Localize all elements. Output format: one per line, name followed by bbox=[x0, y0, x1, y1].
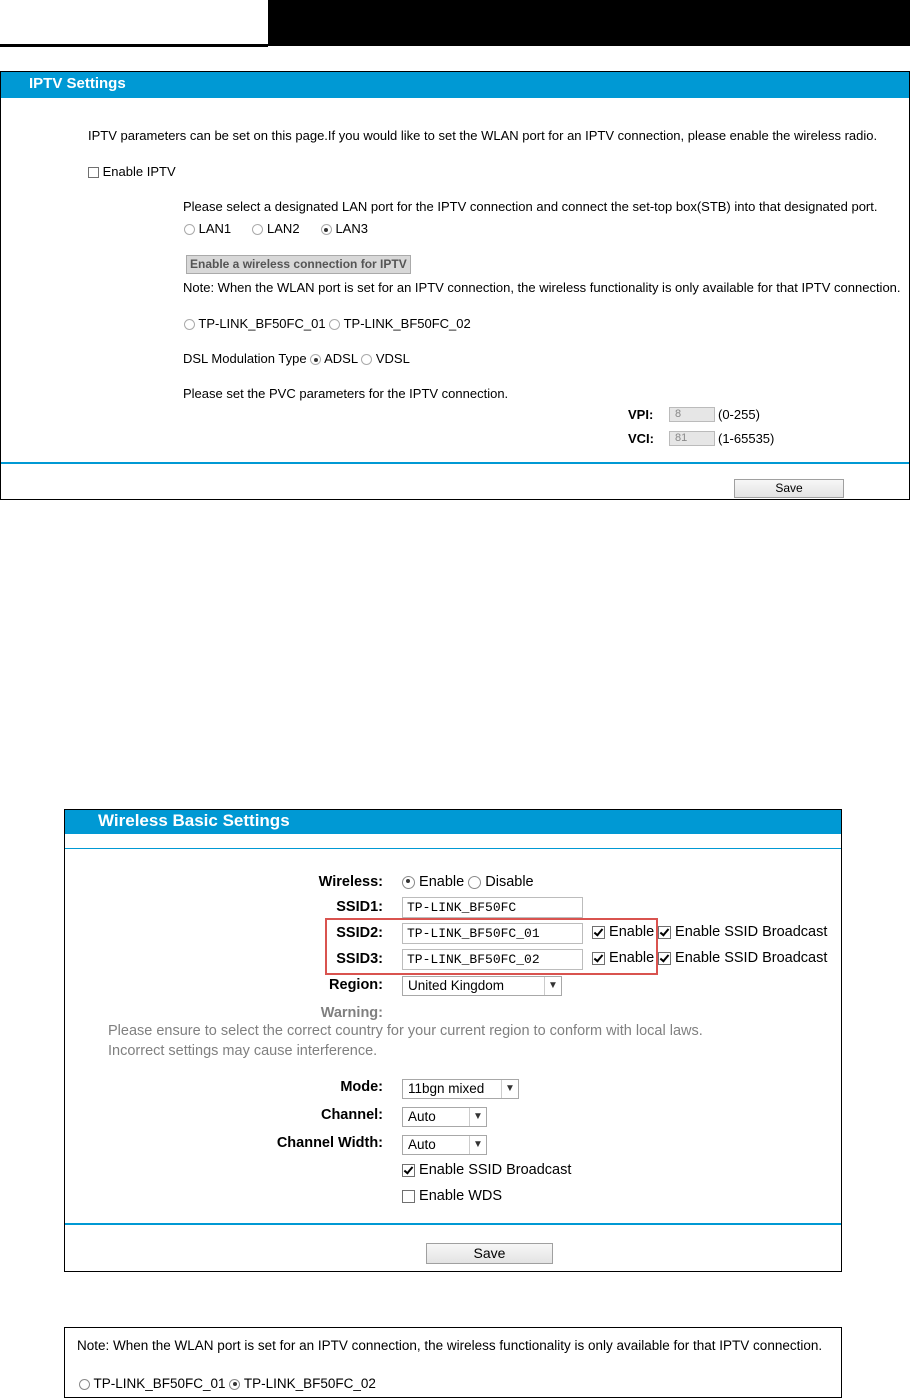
ssid1-label: SSID1: bbox=[336, 899, 383, 915]
wireless-enable-label: Enable bbox=[419, 874, 465, 890]
ssid-01-radio[interactable] bbox=[184, 319, 195, 330]
wireless-divider bbox=[65, 1223, 841, 1225]
ssid2-enable[interactable] bbox=[592, 924, 654, 940]
mode-value: 11bgn mixed bbox=[408, 1081, 485, 1096]
header-bar bbox=[268, 0, 910, 46]
warning-line-1: Please ensure to select the correct country for your current region to conform with local laws. bbox=[108, 1023, 703, 1039]
note-box-text: Note: When the WLAN port is set for an IPTV connection, the wireless functionality is only available for that IPTV connection. bbox=[77, 1338, 823, 1353]
ssid-02-radio[interactable] bbox=[329, 319, 340, 330]
channel-width-value: Auto bbox=[408, 1137, 436, 1152]
lan-instruction: Please select a designated LAN port for the IPTV connection and connect the set-top box(STB) into that designated port. bbox=[183, 199, 878, 214]
enable-iptv-checkbox[interactable] bbox=[88, 167, 99, 178]
wireless-disable-radio[interactable] bbox=[468, 876, 481, 889]
iptv-intro: IPTV parameters can be set on this page.If you would like to set the WLAN port for an IPTV connection, please enable the wireless radio. bbox=[88, 128, 878, 143]
ssid-01-label: TP-LINK_BF50FC_01 bbox=[198, 316, 326, 331]
lan-options bbox=[184, 221, 368, 236]
mode-label: Mode: bbox=[340, 1079, 383, 1095]
ssid3-broadcast-label: Enable SSID Broadcast bbox=[675, 950, 828, 966]
enable-wds[interactable] bbox=[402, 1188, 502, 1204]
wireless-enable-radio[interactable] bbox=[402, 876, 415, 889]
enable-wireless-iptv-button[interactable]: Enable a wireless connection for IPTV bbox=[186, 255, 411, 274]
vci-label: VCI: bbox=[628, 431, 654, 446]
wireless-save-button[interactable]: Save bbox=[426, 1243, 553, 1264]
enable-ssid-broadcast-checkbox[interactable] bbox=[402, 1164, 415, 1177]
mode-select[interactable] bbox=[402, 1079, 519, 1099]
channel-label: Channel: bbox=[320, 1107, 383, 1123]
ssid2-broadcast-label: Enable SSID Broadcast bbox=[675, 924, 828, 940]
lan2-radio[interactable] bbox=[252, 224, 263, 235]
lan3-radio[interactable] bbox=[321, 224, 332, 235]
note-box-ssid-options bbox=[79, 1376, 376, 1391]
lan3-label: LAN3 bbox=[335, 221, 368, 236]
vci-range: (1-65535) bbox=[718, 431, 775, 446]
warning-line-2: Incorrect settings may cause interference. bbox=[108, 1043, 378, 1059]
iptv-settings-panel bbox=[0, 71, 910, 500]
vpi-label: VPI: bbox=[628, 407, 654, 422]
region-label: Region: bbox=[329, 977, 383, 993]
ssid-02-label: TP-LINK_BF50FC_02 bbox=[343, 316, 471, 331]
adsl-label: ADSL bbox=[324, 351, 358, 366]
header-rule bbox=[0, 44, 268, 47]
chevron-down-icon: ▼ bbox=[501, 1080, 518, 1098]
channel-width-label: Channel Width: bbox=[276, 1135, 383, 1151]
chevron-down-icon: ▼ bbox=[469, 1136, 486, 1154]
note-ssid-01-radio[interactable] bbox=[79, 1379, 90, 1390]
ssid2-label: SSID2: bbox=[336, 925, 383, 941]
iptv-title: IPTV Settings bbox=[1, 72, 909, 98]
pvc-instruction: Please set the PVC parameters for the IPTV connection. bbox=[183, 386, 509, 401]
iptv-note: Note: When the WLAN port is set for an IPTV connection, the wireless functionality is only available for that IPTV connection. bbox=[183, 280, 901, 295]
wireless-basic-settings-panel bbox=[64, 809, 842, 1272]
enable-ssid-broadcast-label: Enable SSID Broadcast bbox=[419, 1162, 572, 1178]
ssid2-enable-checkbox[interactable] bbox=[592, 926, 605, 939]
ssid2-broadcast-checkbox[interactable] bbox=[658, 926, 671, 939]
ssid2-input[interactable]: TP-LINK_BF50FC_01 bbox=[402, 923, 583, 944]
ssid3-broadcast[interactable] bbox=[658, 950, 827, 966]
dsl-modulation-row bbox=[183, 351, 410, 366]
channel-value: Auto bbox=[408, 1109, 436, 1124]
iptv-ssid-options bbox=[184, 316, 471, 331]
wireless-title-divider bbox=[65, 848, 841, 849]
enable-wds-checkbox[interactable] bbox=[402, 1190, 415, 1203]
iptv-divider bbox=[1, 462, 909, 464]
lan2-label: LAN2 bbox=[267, 221, 300, 236]
ssid3-enable-checkbox[interactable] bbox=[592, 952, 605, 965]
wireless-disable-label: Disable bbox=[485, 874, 534, 890]
ssid3-label: SSID3: bbox=[336, 951, 383, 967]
vdsl-label: VDSL bbox=[375, 351, 410, 366]
enable-iptv-row[interactable] bbox=[88, 164, 176, 179]
adsl-radio[interactable] bbox=[310, 354, 321, 365]
vpi-range: (0-255) bbox=[718, 407, 760, 422]
ssid3-broadcast-checkbox[interactable] bbox=[658, 952, 671, 965]
wireless-radio-group bbox=[402, 874, 534, 890]
wireless-label: Wireless: bbox=[318, 874, 383, 890]
warning-label: Warning: bbox=[320, 1005, 383, 1021]
chevron-down-icon: ▼ bbox=[544, 977, 561, 995]
vpi-input[interactable]: 8 bbox=[669, 407, 715, 422]
ssid2-broadcast[interactable] bbox=[658, 924, 827, 940]
dsl-modulation-label: DSL Modulation Type bbox=[183, 351, 307, 366]
ssid3-enable-label: Enable bbox=[609, 950, 655, 966]
iptv-save-button[interactable]: Save bbox=[734, 479, 844, 498]
ssid3-enable[interactable] bbox=[592, 950, 654, 966]
enable-iptv-label: Enable IPTV bbox=[102, 164, 176, 179]
channel-width-select[interactable] bbox=[402, 1135, 487, 1155]
vci-input[interactable]: 81 bbox=[669, 431, 715, 446]
channel-select[interactable] bbox=[402, 1107, 487, 1127]
chevron-down-icon: ▼ bbox=[469, 1108, 486, 1126]
note-ssid-02-radio[interactable] bbox=[229, 1379, 240, 1390]
region-select[interactable] bbox=[402, 976, 562, 996]
ssid1-input[interactable]: TP-LINK_BF50FC bbox=[402, 897, 583, 918]
lan1-label: LAN1 bbox=[198, 221, 232, 236]
vdsl-radio[interactable] bbox=[361, 354, 372, 365]
ssid3-input[interactable]: TP-LINK_BF50FC_02 bbox=[402, 949, 583, 970]
note-box bbox=[64, 1327, 842, 1398]
note-ssid-02-label: TP-LINK_BF50FC_02 bbox=[243, 1376, 376, 1391]
region-value: United Kingdom bbox=[408, 978, 505, 993]
note-ssid-01-label: TP-LINK_BF50FC_01 bbox=[93, 1376, 226, 1391]
enable-ssid-broadcast[interactable] bbox=[402, 1162, 571, 1178]
enable-wds-label: Enable WDS bbox=[419, 1188, 503, 1204]
wireless-title: Wireless Basic Settings bbox=[65, 810, 841, 834]
ssid2-enable-label: Enable bbox=[609, 924, 655, 940]
lan1-radio[interactable] bbox=[184, 224, 195, 235]
